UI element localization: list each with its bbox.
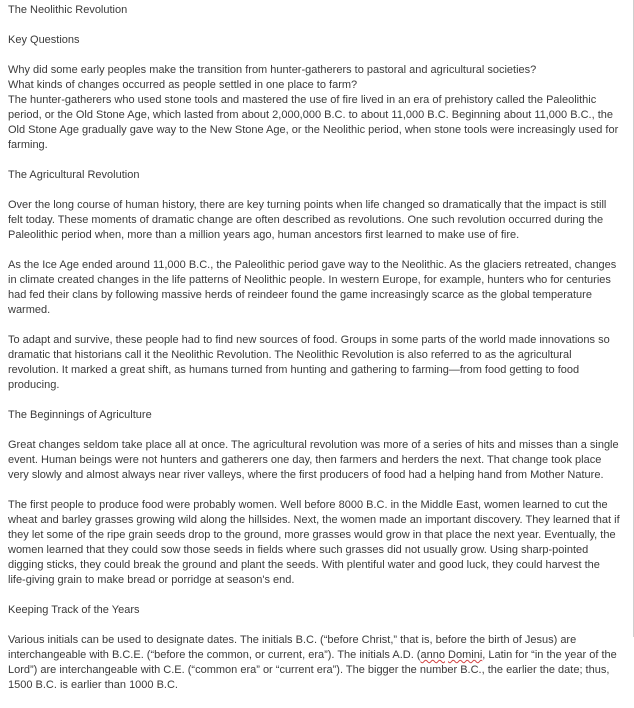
anno-word: anno [420,649,445,661]
track-text-end: , Latin for “in the year of the Lord”) are interchangeable with C.E. (“common era” or “current era”). The bigger the number B.C., the earlier the date; thus, 1500 B.C. is earlier than 1000 B.C. [8,649,617,691]
keeping-track-paragraph [8,633,620,693]
keeping-track-heading: Keeping Track of the Years [8,604,140,616]
domini-word: Domini [448,649,483,661]
agricultural-paragraph-2: As the Ice Age ended around 11,000 B.C., the Paleolithic period gave way to the Neolithic. As the glaciers retreated, changes in climate created changes in the life patterns of Neolithic people. In western Europe, for example, hunters who for centuries had fed their clans by following massive herds of reindeer found the game increasingly scarce as the global temperature warmed. [8,259,617,316]
intro-paragraph: The hunter-gatherers who used stone tools and mastered the use of fire lived in an era of prehistory called the Paleolithic period, or the Old Stone Age, which lasted from about 2,000,000 B.C. to about 11,000 B.C. Beginning about 11,000 B.C., the Old Stone Age gradually gave way to the New Stone Age, or the Neolithic period, when stone tools were increasingly used for farming. [8,94,619,151]
beginnings-heading: The Beginnings of Agriculture [8,409,152,421]
document-body [8,3,620,708]
beginnings-paragraph-2: The first people to produce food were probably women. Well before 8000 B.C. in the Middle East, women learned to cut the wheat and barley grasses growing wild along the hillsides. Next, the women made an important discovery. They learned that if they let some of the ripe grain seeds drop to the ground, more grasses would grow in that place the next year. Eventually, the women learned that they could sow those seeds in fields where such grasses did not usually grow. Using sharp-pointed digging sticks, they could break the ground and plant the seeds. With plentiful water and good luck, they could harvest the life-giving grain to make bread or porridge at season's end. [8,499,620,586]
agricultural-revolution-heading: The Agricultural Revolution [8,169,140,181]
question-1: Why did some early peoples make the transition from hunter-gatherers to pastoral and agricultural societies? [8,64,537,76]
key-questions-heading: Key Questions [8,34,80,46]
track-text-start: Various initials can be used to designate dates. The initials B.C. (“before Christ,” that is, before the birth of Jesus) are interchangeable with B.C.E. (“before the common, or current, era”). The initials A.D. ( [8,634,577,661]
question-2: What kinds of changes occurred as people settled in one place to farm? [8,79,358,91]
agricultural-paragraph-3: To adapt and survive, these people had to find new sources of food. Groups in some parts of the world made innovations so dramatic that historians call it the Neolithic Revolution. The Neolithic Revolution is also referred to as the agricultural revolution. It marked a great shift, as humans turned from hunting and gathering to farming—from food getting to food producing. [8,334,610,391]
page-title: The Neolithic Revolution [8,4,128,16]
agricultural-paragraph-1: Over the long course of human history, there are key turning points when life changed so dramatically that the impact is still felt today. These moments of dramatic change are often described as revolutions. One such revolution occurred during the Paleolithic period when, more than a million years ago, human ancestors first learned to make use of fire. [8,199,607,241]
beginnings-paragraph-1: Great changes seldom take place all at once. The agricultural revolution was more of a series of hits and misses than a single event. Human beings were not hunters and gatherers one day, then farmers and herders the next. That change took place very slowly and almost always near river valleys, where the first producers of food had a helping hand from Mother Nature. [8,439,619,481]
